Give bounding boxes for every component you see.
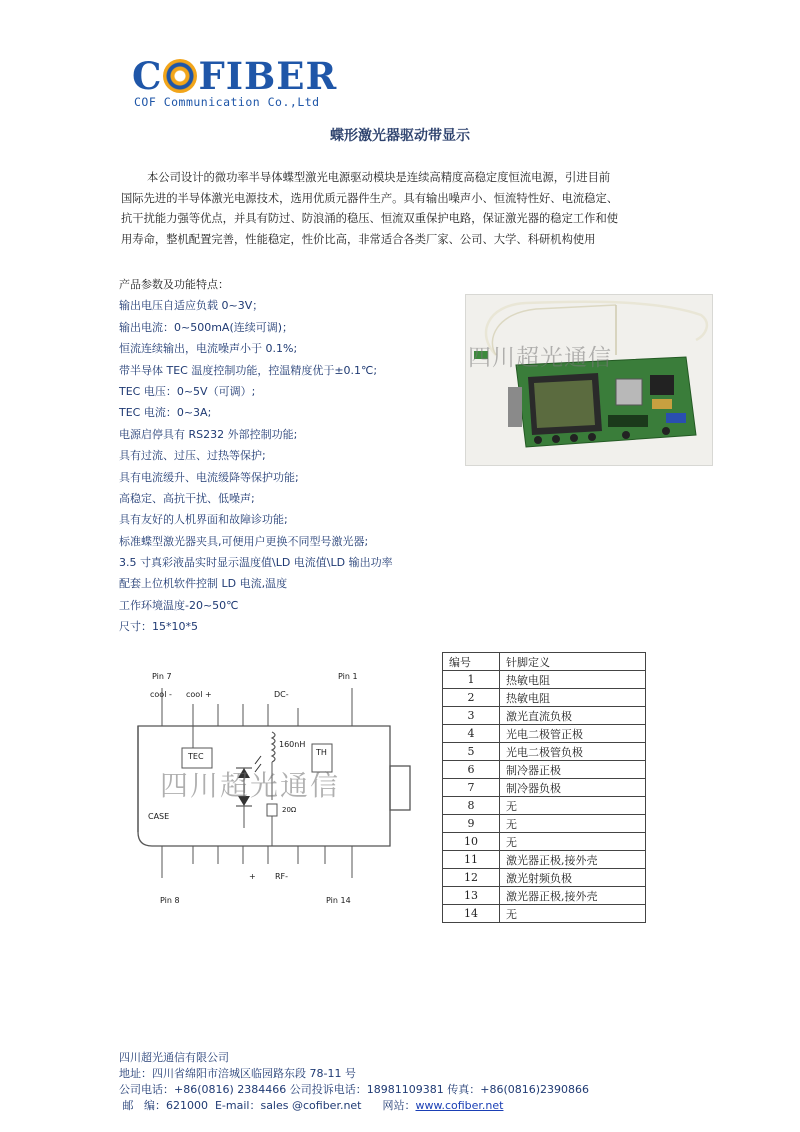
pin-definition: 热敏电阻 — [500, 671, 646, 689]
feature-item: 恒流连续输出，电流噪声小于 0.1%; — [119, 342, 298, 356]
feature-item: 电源启停具有 RS232 外部控制功能; — [119, 427, 298, 441]
document-title: 蝶形激光器驱动带显示 — [330, 128, 470, 144]
pin-definition: 激光直流负极 — [500, 707, 646, 725]
pin-number: 3 — [443, 707, 500, 725]
pin-definition: 无 — [500, 905, 646, 923]
table-header-row — [443, 653, 646, 671]
pin-definition: 无 — [500, 797, 646, 815]
table-row — [443, 869, 646, 887]
header-number: 编号 — [443, 653, 500, 671]
features-heading: 产品参数及功能特点： — [119, 278, 229, 291]
pin1-label: Pin 1 — [338, 672, 358, 681]
table-row — [443, 887, 646, 905]
pin8-label: Pin 8 — [160, 896, 180, 905]
table-row — [443, 671, 646, 689]
th-label: TH — [316, 748, 327, 757]
footer-contact-line — [119, 1098, 503, 1114]
feature-item: 高稳定、高抗干扰、低噪声; — [119, 491, 255, 505]
table-row — [443, 743, 646, 761]
table-row — [443, 761, 646, 779]
feature-item: 具有过流、过压、过热等保护; — [119, 449, 266, 463]
table-row — [443, 851, 646, 869]
logo-subtitle: COF Communication Co.,Ltd — [134, 95, 320, 109]
table-row — [443, 779, 646, 797]
butterfly-pinout-diagram — [120, 668, 420, 913]
feature-item: TEC 电压：0~5V（可调）; — [119, 384, 256, 398]
pin7-label: Pin 7 — [152, 672, 172, 681]
cool-plus-label: cool + — [186, 690, 212, 699]
pin-definition: 光电二极管正极 — [500, 725, 646, 743]
feature-item: 尺寸：15*10*5 — [119, 620, 198, 634]
feature-item: 具有电流缓升、电流缓降等保护功能; — [119, 470, 299, 484]
table-row — [443, 707, 646, 725]
intro-paragraph: 本公司设计的微功率半导体蝶型激光电源驱动模块是连续高精度高稳定度恒流电源，引进目前国际先进的半导体激光电源技术，选用优质元器件生产。具有输出噪声小、恒流特性好、电流稳定、抗干扰能力强等优点，并具有防过、防浪涌的稳压、恒流双重保护电路，保证激光器的稳定工作和使用寿命，整机配置完善，性能稳定，性价比高，非常适合各类厂家、公司、大学、科研机构使用 — [121, 171, 619, 246]
pin-number: 7 — [443, 779, 500, 797]
pin-number: 4 — [443, 725, 500, 743]
pin-definition: 激光射频负极 — [500, 869, 646, 887]
feature-item: 工作环境温度-20~50℃ — [119, 598, 239, 612]
pin-number: 14 — [443, 905, 500, 923]
plus-label: + — [249, 872, 256, 881]
table-row — [443, 797, 646, 815]
feature-item: 配套上位机软件控制 LD 电流,温度 — [119, 577, 288, 591]
feature-item: 输出电流：0~500mA(连续可调)； — [119, 320, 294, 334]
resistor-label: 20Ω — [282, 806, 297, 814]
pin14-label: Pin 14 — [326, 896, 351, 905]
pin-number: 9 — [443, 815, 500, 833]
footer-address: 地址：四川省绵阳市涪城区临园路东段 78-11 号 — [119, 1067, 356, 1080]
pin-number: 1 — [443, 671, 500, 689]
logo-lens-icon — [163, 59, 197, 93]
pin-number: 11 — [443, 851, 500, 869]
logo-letter-c: C — [132, 54, 163, 98]
cool-minus-label: cool - — [150, 690, 172, 699]
feature-item: 3.5 寸真彩液晶实时显示温度值\LD 电流值\LD 输出功率 — [119, 556, 393, 570]
tec-label: TEC — [188, 752, 204, 761]
company-logo — [132, 56, 337, 96]
table-row — [443, 905, 646, 923]
pin-definition: 光电二极管负极 — [500, 743, 646, 761]
pin-number: 8 — [443, 797, 500, 815]
inductor-label: 160nH — [279, 740, 306, 749]
feature-item: 具有友好的人机界面和故障诊功能; — [119, 513, 288, 527]
table-row — [443, 815, 646, 833]
driver-board-illustration — [466, 295, 712, 465]
pin-number: 10 — [443, 833, 500, 851]
pin-number: 13 — [443, 887, 500, 905]
footer-phones: 公司电话：+86(0816) 2384466 公司投诉电话：18981109381 传真：+86(0816)2390866 — [119, 1083, 590, 1096]
feature-item: 输出电压自适应负载 0~3V； — [119, 299, 264, 313]
footer-postal-email: 邮 编：621000 E-mail：sales @cofiber.net 网站： — [119, 1099, 416, 1112]
pin-definition: 制冷器正极 — [500, 761, 646, 779]
table-row — [443, 725, 646, 743]
pin-definition: 无 — [500, 833, 646, 851]
dc-minus-label: DC- — [274, 690, 289, 699]
feature-list — [119, 275, 393, 639]
rf-minus-label: RF- — [275, 872, 289, 881]
feature-item: 标准蝶型激光器夹具,可便用户更换不同型号激光器; — [119, 534, 369, 548]
pin-number: 12 — [443, 869, 500, 887]
header-pin-definition: 针脚定义 — [500, 653, 646, 671]
pin-number: 6 — [443, 761, 500, 779]
logo-letters-fiber: FIBER — [198, 54, 338, 98]
diagram-watermark: 四川超光通信 — [160, 769, 341, 802]
pin-number: 5 — [443, 743, 500, 761]
footer-company: 四川超光通信有限公司 — [119, 1051, 229, 1064]
pin-definition: 激光器正极,接外壳 — [500, 851, 646, 869]
pin-definition: 热敏电阻 — [500, 689, 646, 707]
website-link[interactable]: www.cofiber.net — [415, 1099, 504, 1112]
feature-item: TEC 电流：0~3A; — [119, 406, 212, 420]
pin-definition: 制冷器负极 — [500, 779, 646, 797]
pin-number: 2 — [443, 689, 500, 707]
feature-item: 带半导体 TEC 温度控制功能，控温精度优于±0.1℃; — [119, 363, 378, 377]
pin-definition: 无 — [500, 815, 646, 833]
pin-definition: 激光器正极,接外壳 — [500, 887, 646, 905]
product-photo — [465, 294, 713, 466]
table-row — [443, 689, 646, 707]
photo-watermark: 四川超光通信 — [468, 345, 612, 371]
pin-definition-table — [442, 652, 646, 923]
case-label: CASE — [148, 812, 170, 821]
table-row — [443, 833, 646, 851]
